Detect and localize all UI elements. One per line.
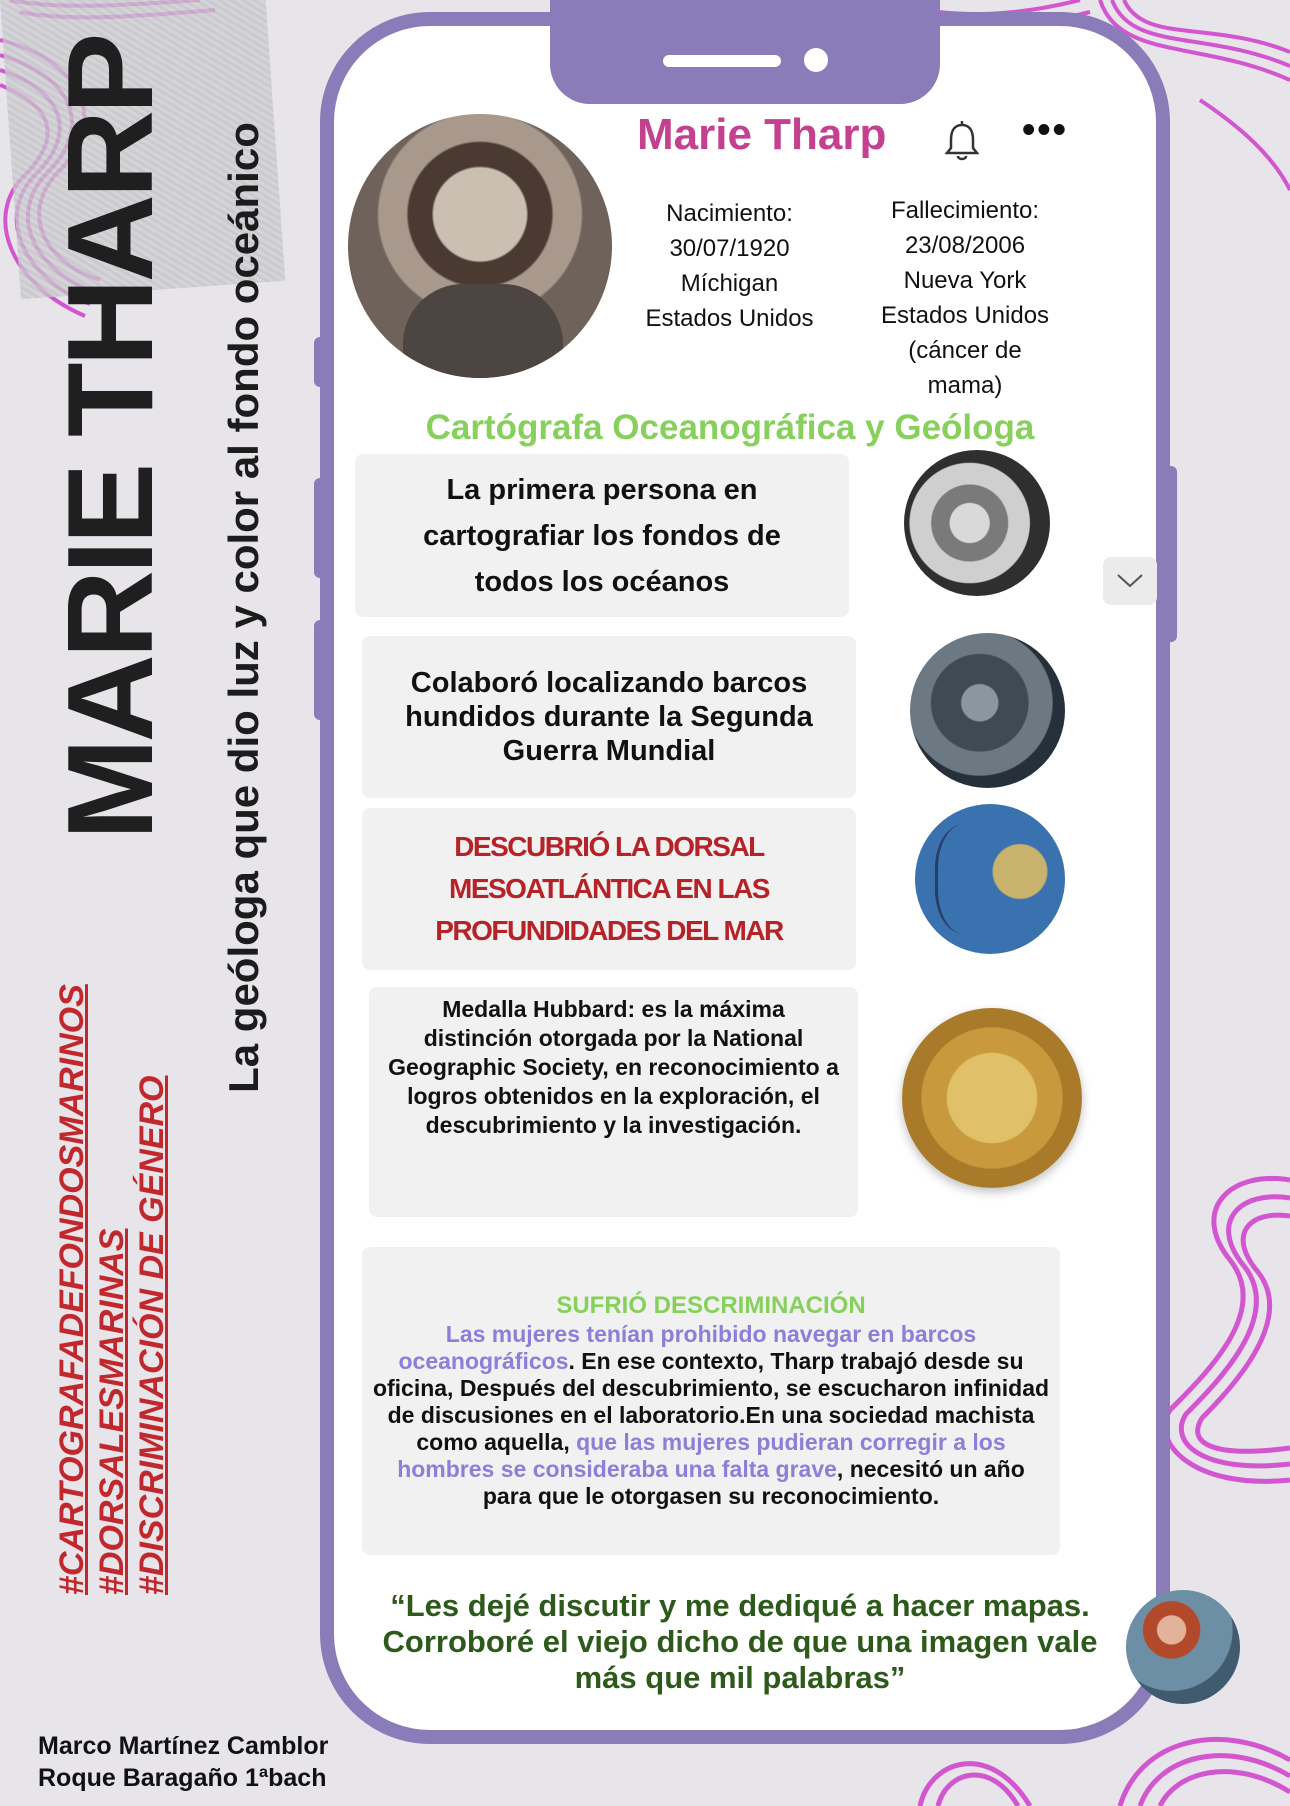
card-text: Colaboró localizando barcos hundidos durante la Segunda Guerra Mundial: [405, 667, 813, 767]
death-cause-2: mama): [927, 372, 1003, 399]
camera: [804, 48, 828, 72]
chevron-down-icon: [1116, 573, 1144, 589]
card-text: DESCUBRIÓ LA DORSAL MESOATLÁNTICA EN LAS PROFUNDIDADES DEL MAR: [435, 831, 783, 946]
body-text: , necesitó un año para que le otorgasen su reconocimiento.: [482, 1456, 1025, 1509]
birth-label: Nacimiento:: [666, 200, 793, 227]
profession: Cartógrafa Oceanográfica y Geóloga: [425, 408, 1035, 447]
death-place: Nueva York: [903, 267, 1027, 294]
birth-place: Míchigan: [680, 270, 779, 297]
illustration-avatar: [1126, 1590, 1240, 1704]
swirl-decoration-right: [1150, 1170, 1290, 1500]
birth-country: Estados Unidos: [645, 305, 814, 332]
quote: “Les dejé discutir y me dediqué a hacer mapas. Corroboré el viejo dicho de que una imagen vale más que mil palabras”: [382, 1588, 1098, 1695]
profile-name: Marie Tharp: [637, 110, 887, 159]
side-button: [1165, 466, 1177, 642]
side-button: [314, 620, 326, 720]
author-line: Roque Baragaño 1ªbach: [38, 1764, 327, 1792]
poster-subtitle: La geóloga que dio luz y color al fondo oceánico: [220, 122, 267, 1093]
body-text: . En ese contexto, Tharp trabajó desde su oficina, Después del descubrimiento, se escucharon infinidad de discusiones en el laboratorio.En una sociedad machista como aquella,: [372, 1348, 1050, 1455]
card-medal: [369, 987, 858, 1217]
death-label: Fallecimiento:: [890, 197, 1040, 224]
highlight-text: que las mujeres pudieran corregir a los hombres se consideraba una falta grave: [397, 1429, 1006, 1482]
speaker: [663, 55, 781, 67]
card-first-person: [355, 454, 849, 617]
office-photo: [904, 450, 1050, 596]
scroll-down-button[interactable]: [1103, 557, 1157, 605]
birth-info: [632, 196, 827, 336]
card-ridge: [362, 808, 856, 970]
side-button: [314, 478, 326, 578]
death-cause: (cáncer de: [908, 337, 1022, 364]
author-line: Marco Martínez Camblor: [38, 1732, 329, 1760]
more-icon[interactable]: •••: [1022, 109, 1068, 151]
card-ships: [362, 636, 856, 798]
card-text: Medalla Hubbard: es la máxima distinción otorgada por la National Geographic Society, en reconocimiento a logros obtenidos en la exploración, el descubrimiento y la investigación.: [388, 996, 839, 1138]
poster-title: MARIE THARP: [42, 36, 178, 840]
side-button: [314, 337, 326, 387]
highlight-text: Las mujeres tenían prohibido navegar en barcos oceanográficos: [398, 1321, 977, 1374]
hashtag: #DORSALESMARINAS: [93, 1228, 131, 1595]
discrimination-heading: SUFRIÓ DESCRIMINACIÓN: [556, 1292, 866, 1319]
card-text: La primera persona en cartografiar los fondos de todos los océanos: [423, 473, 781, 598]
death-date: 23/08/2006: [904, 232, 1026, 259]
hashtags: [52, 915, 172, 1595]
birth-date: 30/07/1920: [669, 235, 790, 262]
hashtag: #DISCRIMINACIÓN DE GÉNERO: [133, 1075, 171, 1595]
death-info: [865, 193, 1065, 403]
authors: [38, 1730, 328, 1794]
shipwreck-photo: [910, 633, 1065, 788]
ocean-map-photo: [915, 804, 1065, 954]
profile-photo: [348, 114, 612, 378]
phone-notch: [550, 0, 940, 104]
hubbard-medal-photo: [902, 1008, 1082, 1188]
bell-icon[interactable]: [945, 120, 979, 162]
discrimination-text: [372, 1321, 1050, 1510]
card-discrimination: [362, 1247, 1060, 1555]
hashtag: #CARTOGRAFADEFONDOSMARINOS: [53, 984, 91, 1595]
death-country: Estados Unidos: [880, 302, 1050, 329]
